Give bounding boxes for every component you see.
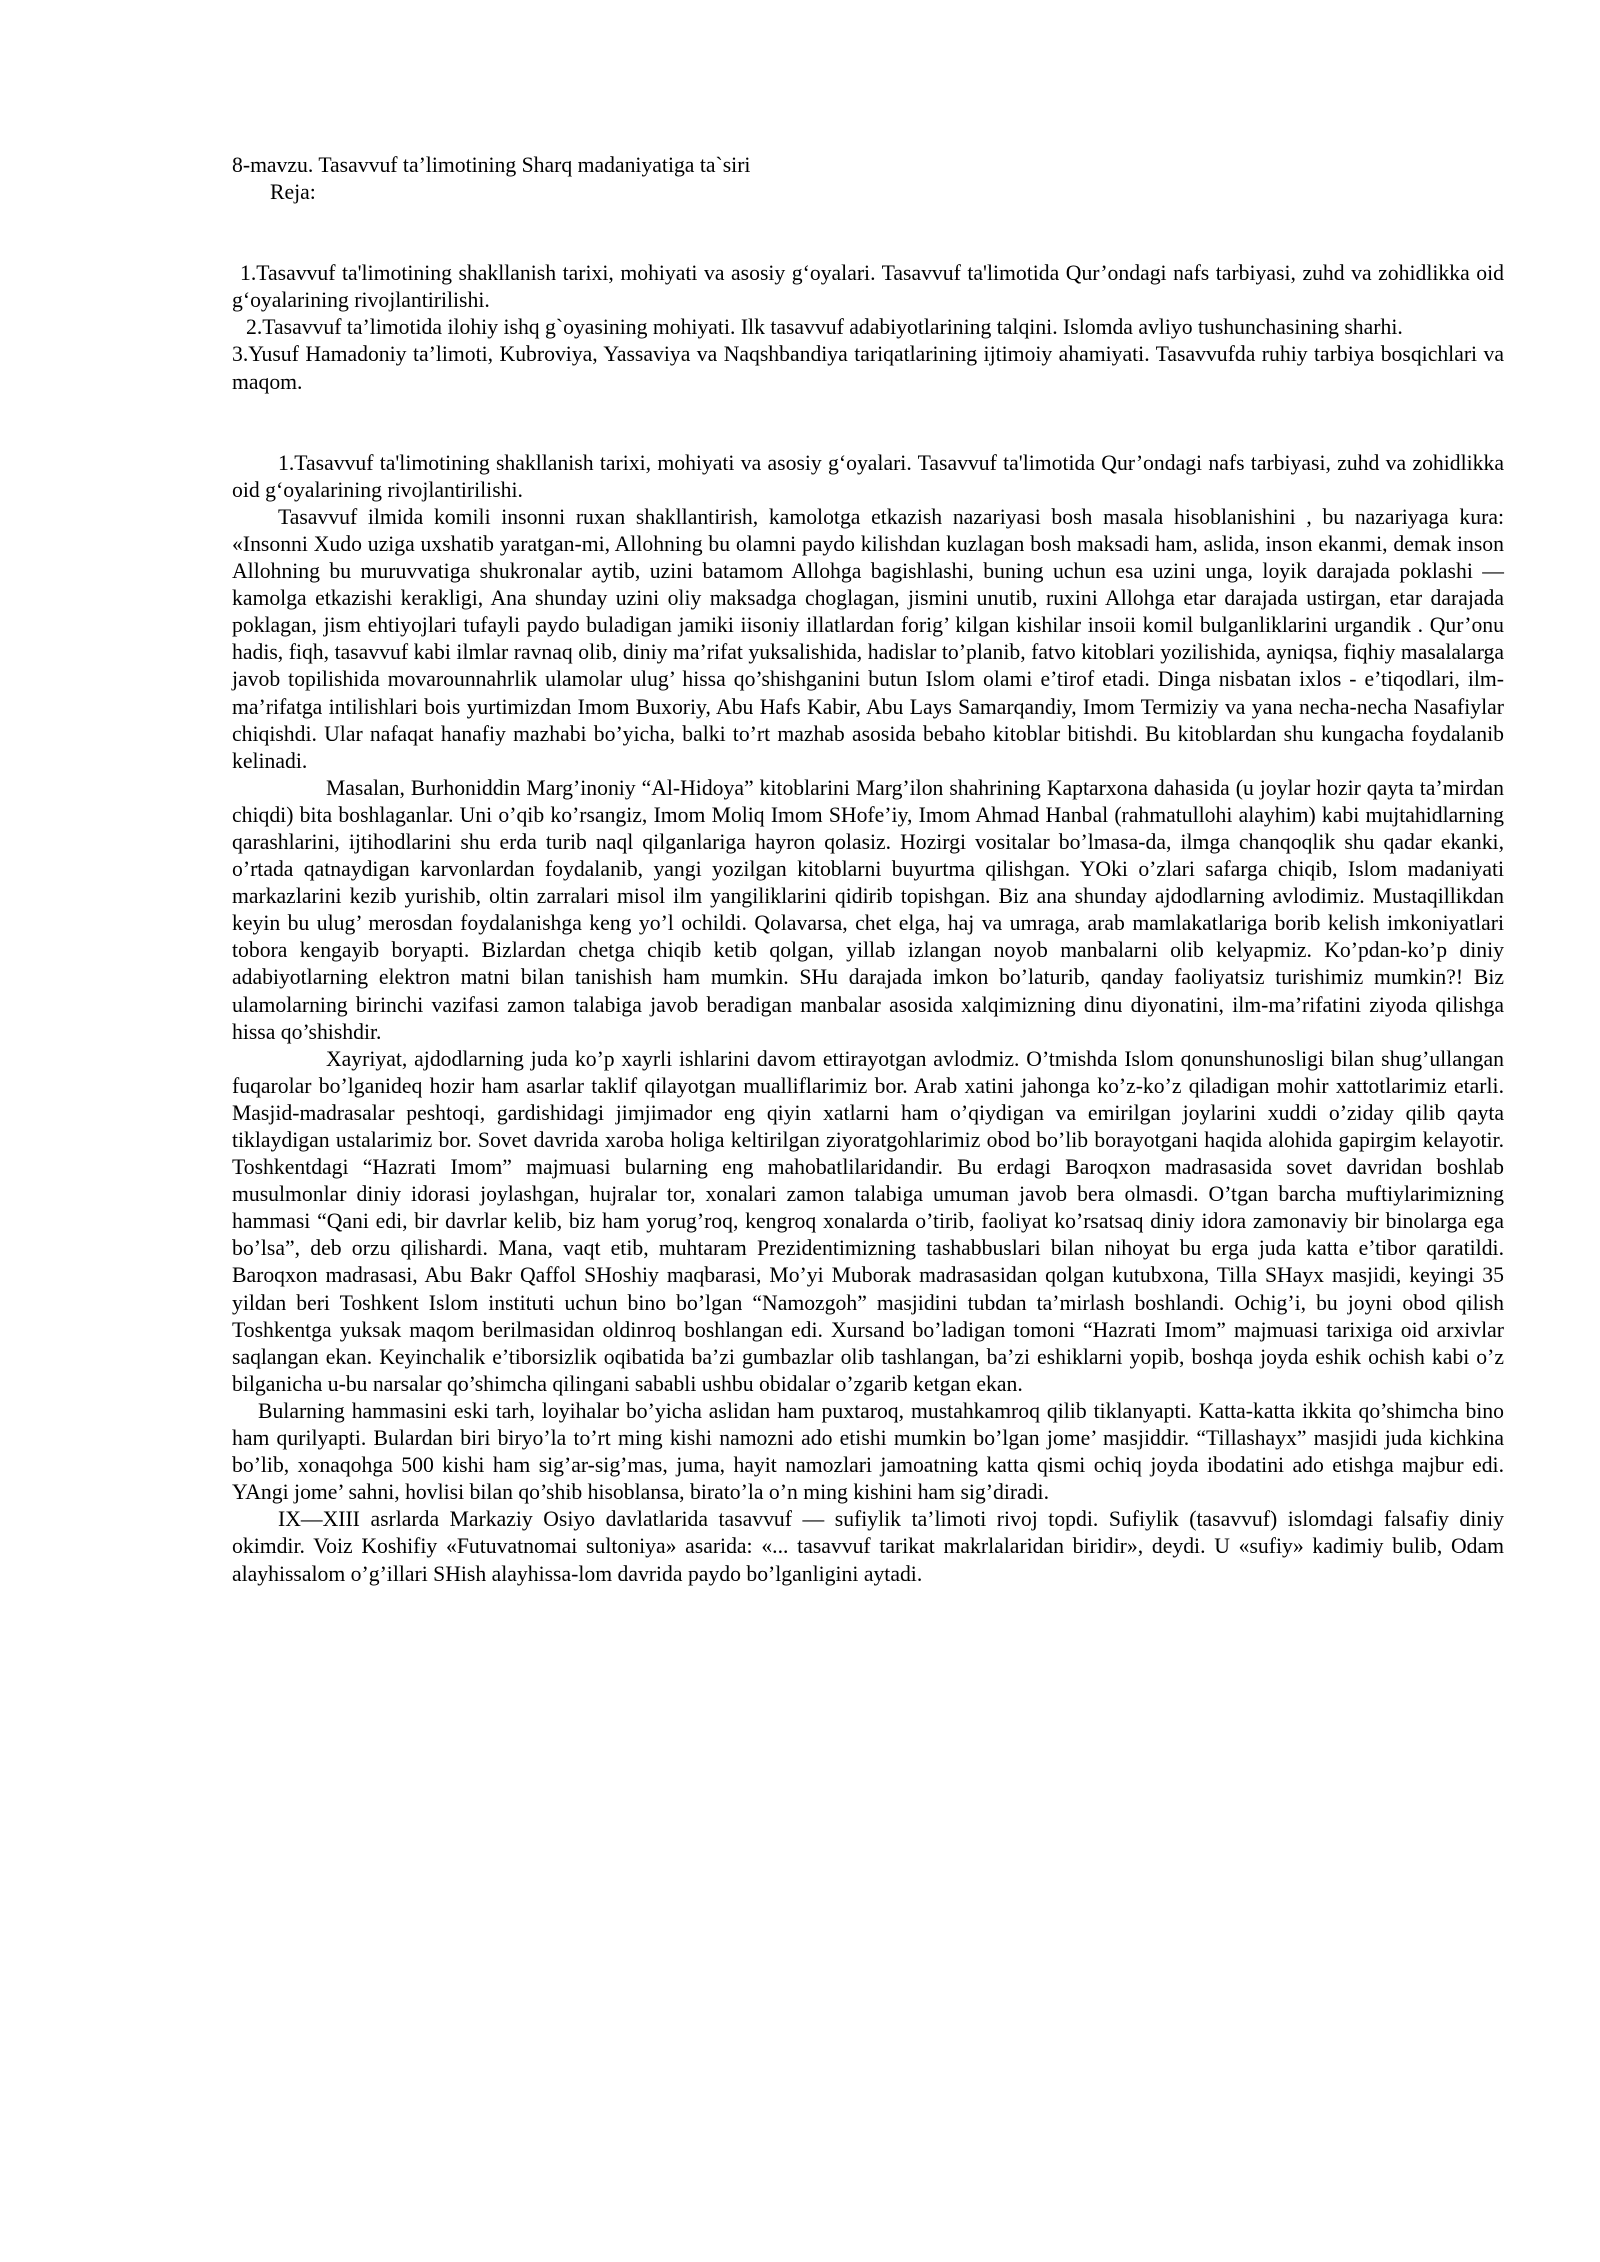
spacer xyxy=(232,396,1504,450)
plan-item-1: 1.Tasavvuf ta'limotining shakllanish tarixi, mohiyati va asosiy g‘oyalari. Tasavvuf ta'limotida Qur’ondagi nafs tarbiyasi, zuhd va zohidlikka oid g‘oyalarining rivojlantirilishi. xyxy=(232,261,1504,313)
body-paragraph-3: Xayriyat, ajdodlarning juda ko’p xayrli ishlarini davom ettirayotgan avlodmiz. O’tmishda Islom qonunshunosligi bilan shug’ullangan fuqarolar bo’lganideq hozir ham asarlar taklif qilayotgan mualliflarimiz bor. Arab xatini jahonga ko’z-ko’z qiladigan mohir xattotlarimiz etarli. Masjid-madrasalar peshtoqi, gardishidagi jimjimador eng qiyin xatlarni ham o’qiydigan va emirilgan joylarini xuddi o’ziday qilib qayta tiklaydigan ustalarimiz bor. Sovet davrida xaroba holiga keltirilgan ziyoratgohlarimiz obod bo’lib borayotgani haqida alohida gapirgim kelayotir. Toshkentdagi “Hazrati Imom” majmuasi bularning eng mahobatlilaridandir. Bu erdagi Baroqxon madrasasida sovet davridan boshlab musulmonlar diniy idorasi joylashgan, hujralar tor, xonalari zamon talabiga umuman javob bera olmasdi. O’tgan barcha muftiylarimizning hammasi “Qani edi, bir davrlar kelib, biz ham yorug’roq, kengroq xonalarda o’tirib, faoliyat ko’rsatsaq diniy idora zamonaviy bir binolarga ega bo’lsa”, deb orzu qilishardi. Mana, vaqt etib, muhtaram Prezidentimizning tashabbuslari bilan nihoyat bu erga juda katta e’tibor qaratildi. Baroqxon madrasasi, Abu Bakr Qaffol SHoshiy maqbarasi, Mo’yi Muborak madrasasidan qolgan kutubxona, Tilla SHayx masjidi, keyingi 35 yildan beri Toshkent Islom instituti uchun bino bo’lgan “Namozgoh” masjidini tubdan ta’mirlash boshlandi. Ochig’i, bu joyni obod qilish Toshkentga yuksak maqom berilmasidan oldinroq boshlangan edi. Xursand bo’ladigan tomoni “Hazrati Imom” majmuasi tarixiga oid arxivlar saqlangan ekan. Keyinchalik e’tiborsizlik oqibatida ba’zi gumbazlar olib tashlangan, ba’zi eshiklarni yopib, boshqa joyda eshik ochish kabi o’z bilganicha u-bu narsalar qo’shimcha qilingani sababli ushbu obidalar o’zgarib ketgan ekan. xyxy=(232,1046,1504,1396)
plan-item-2: 2.Tasavvuf ta’limotida ilohiy ishq g`oyasining mohiyati. Ilk tasavvuf adabiyotlarining talqini. Islomda avliyo tushunchasining sharhi. xyxy=(246,315,1403,340)
plan-item-3: 3.Yusuf Hamadoniy ta’limoti, Kubroviya, Yassaviya va Naqshbandiya tariqatlarining ijtimoiy ahamiyati. Tasavvufda ruhiy tarbiya bosqichlari va maqom. xyxy=(232,342,1504,394)
body-paragraph-5: IX—XIII asrlarda Markaziy Osiyo davlatlarida tasavvuf — sufiylik ta’limoti rivoj topdi. Sufiylik (tasavvuf) islomdagi falsafiy diniy okimdir. Voiz Koshifiy «Futuvatnomai sultoniya» asarida: «... tasavvuf tarikat makrlalaridan biridir», deydi. U «sufiy» kadimiy bulib, Odam alayhissalom o’g’illari SHish alayhissa-lom davrida paydo bo’lganligini aytadi. xyxy=(232,1507,1504,1586)
plan-label: Reja: xyxy=(270,180,316,205)
document-title: 8-mavzu. Tasavvuf ta’limotining Sharq madaniyatiga ta`siri xyxy=(232,153,751,177)
body-paragraph-4: Bularning hammasini eski tarh, loyihalar bo’yicha aslidan ham puxtaroq, mustahkamroq qilib tiklanyapti. Katta-katta ikkita qo’shimcha bino ham qurilyapti. Bulardan biri biryo’la to’rt ming kishi namozni ado etishi mumkin bo’lgan jome’ masjiddir. “Tillashayx” masjidi juda kichkina bo’lib, xonaqohga 500 kishi ham sig’ar-sig’mas, juma, hayit namozlari jamoatning katta qismi ochiq joyda ibodatini ado etishga majbur edi. YAngi jome’ sahni, hovlisi bilan qo’shib hisoblansa, birato’la o’n ming kishini ham sig’diradi. xyxy=(232,1398,1504,1505)
plan-list xyxy=(232,260,1504,395)
body-paragraph-1: Tasavvuf ilmida komili insonni ruxan shakllantirish, kamolotga etkazish nazariyasi bosh masala hisoblanishini , bu nazariyaga kura: «Insonni Xudo uziga uxshatib yaratgan-mi, Allohning bu olamni paydo kilishdan kuzlagan bosh maksadi ham, aslida, inson ekanmi, demak inson Allohning bu muruvvatiga shukronalar aytib, uzini batamom Allohga bagishlashi, buning uchun esa uzini unga, loyik darajada poklashi — kamolga etkazishi kerakligi, Ana shunday uzini oliy maksadga choglagan, jismini unutib, ruxini Allohga etar darajada ustirgan, etar darajada poklagan, jism ehtiyojlari tufayli paydo buladigan jamiki iisoniy illatlardan forig’ kilgan kishilar insoii komil bulganliklarini urgandik . Qur’onu hadis, fiqh, tasavvuf kabi ilmlar ravnaq olib, diniy ma’rifat yuksalishida, hadislar to’planib, fatvo kitoblari yozilishida, ayniqsa, fiqhiy masalalarga javob topilishida movarounnahrlik ulamolar ulug’ hissa qo’shishganini butun Islom olami e’tirof etadi. Dinga nisbatan ixlos - e’tiqodlari, ilm-ma’rifatga intilishlari bois yurtimizdan Imom Buxoriy, Abu Hafs Kabir, Abu Lays Samarqandiy, Imom Termiziy va yana necha-necha Nasafiylar chiqishdi. Ular nafaqat hanafiy mazhabi bo’yicha, balki to’rt mazhab asosida bebaho kitoblar bitishdi. Bu kitoblardan shu kungacha foydalanib kelinadi. xyxy=(232,504,1504,773)
spacer xyxy=(232,206,1504,260)
section-heading: 1.Tasavvuf ta'limotining shakllanish tarixi, mohiyati va asosiy g‘oyalari. Tasavvuf ta'limotida Qur’ondagi nafs tarbiyasi, zuhd va zohidlikka oid g‘oyalarining rivojlantirilishi. xyxy=(232,450,1504,502)
body-paragraph-2: Masalan, Burhoniddin Marg’inoniy “Al-Hidoya” kitoblarini Marg’ilon shahrining Kaptarxona dahasida (u joylar hozir qayta ta’mirdan chiqdi) bita boshlaganlar. Uni o’qib ko’rsangiz, Imom Moliq Imom SHofe’iy, Imom Ahmad Hanbal (rahmatullohi alayhim) kabi mujtahidlarning qarashlarini, ijtihodlarini shu erda turib naql qilganlariga hayron qolasiz. Hozirgi vositalar bo’lmasa-da, ilmga chanqoqlik shu qadar ekanki, o’rtada qatnaydigan karvonlardan foydalanib, yangi yozilgan kitoblarni buyurtma qilishgan. YOki o’zlari safarga chiqib, Islom madaniyati markazlarini kezib yurishib, oltin zarralari misol ilm yangiliklarini qidirib topishgan. Biz ana shunday ajdodlarning avlodimiz. Mustaqillikdan keyin bu ulug’ merosdan foydalanishga keng yo’l ochildi. Qolavarsa, chet elga, haj va umraga, arab mamlakatlariga borib kelish imkoniyatlari tobora kengayib boryapti. Bizlardan chetga chiqib ketib qolgan, yillab izlangan noyob manbalarni olib kelyapmiz. Ko’pdan-ko’p diniy adabiyotlarning elektron matni bilan tanishish ham mumkin. SHu darajada imkon bo’laturib, qanday faoliyatsiz turishimiz mumkin?! Biz ulamolarning birinchi vazifasi zamon talabiga javob beradigan manbalar asosida xalqimizning dinu diyonatini, ilm-ma’rifatini ziyoda qilishga hissa qo’shishdir. xyxy=(232,775,1504,1044)
document-page xyxy=(232,152,1504,1588)
